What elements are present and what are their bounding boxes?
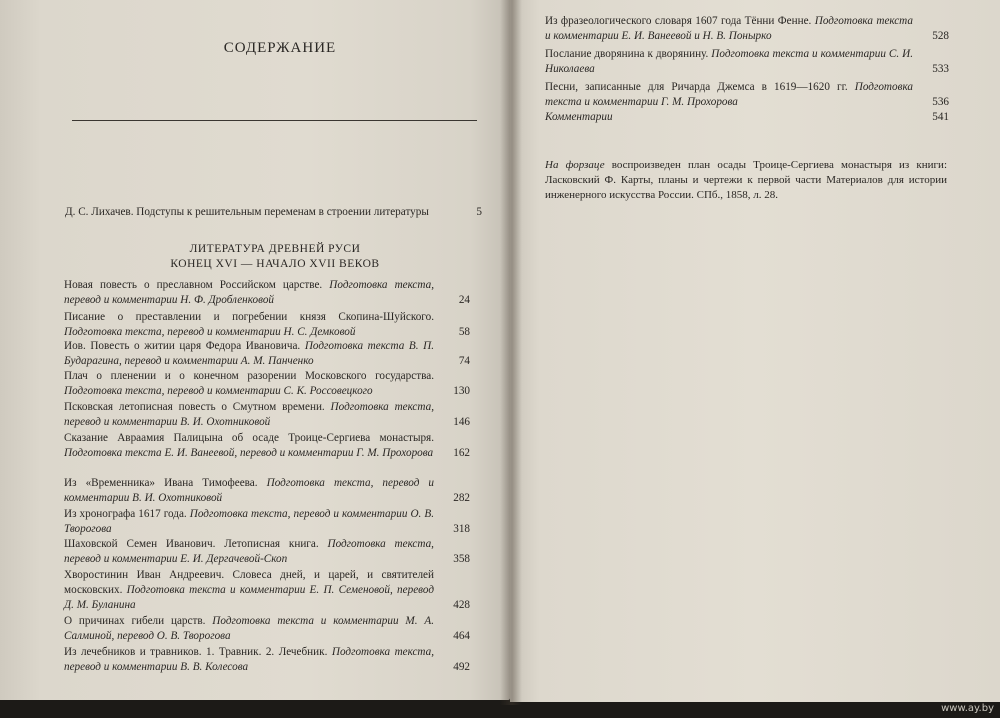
toc-entry: [64, 431, 470, 461]
entry-page: 318: [453, 523, 470, 535]
toc-entry: [545, 14, 949, 44]
entry-credit: Подготовка текста В. П. Бударагина, перевод и комментарии А. М. Панченко: [64, 340, 434, 367]
watermark: www.ay.by: [941, 703, 994, 714]
note-text: воспроизведен план осады Троице-Сергиева монастыря из книги: Ласковский Ф. Карты, планы и чертежи к первой части Материалов для истории инженерного искусства России. СПб., 1858, л. 28.: [545, 159, 948, 201]
entry-page: 358: [453, 553, 470, 565]
toc-entry: [64, 568, 470, 613]
entry-text: О причинах гибели царств.: [64, 615, 206, 627]
entry-page: 528: [932, 30, 949, 42]
contents-title: СОДЕРЖАНИЕ: [223, 40, 337, 56]
entry-credit: Подготовка текста, перевод и комментарии В. В. Колесова: [64, 646, 435, 673]
entry-credit: Подготовка текста, перевод и комментарии В. И. Охотниковой: [64, 477, 435, 504]
entry-text: Псковская летописная повесть о Смутном времени.: [64, 401, 325, 413]
entry-page: 533: [932, 63, 949, 75]
entry-page: 536: [932, 96, 949, 108]
intro-page: 5: [476, 206, 482, 218]
entry-page: 428: [453, 599, 470, 611]
toc-entry: [545, 80, 949, 110]
entry-credit: Подготовка текста Е. И. Ванеевой, перевод и комментарии Г. М. Прохорова: [64, 447, 434, 459]
intro-entry: [65, 205, 482, 220]
entry-credit: Подготовка текста и комментарии М. А. Салминой, перевод О. В. Творогова: [64, 615, 435, 642]
entry-page: 492: [453, 661, 470, 673]
endpaper-note: [545, 158, 947, 203]
entry-page: 74: [458, 355, 470, 367]
entry-text: Из хронографа 1617 года.: [64, 508, 187, 520]
entry-credit: Подготовка текста, перевод и комментарии О. В. Творогова: [64, 508, 434, 535]
entry-credit: Подготовка текста и комментарии Е. И. Ванеевой и Н. В. Понырко: [545, 15, 913, 42]
toc-entry: [64, 339, 470, 369]
entry-text: Послание дворянина к дворянину.: [545, 48, 709, 60]
entry-text: Из фразеологического словаря 1607 года Тённи Фенне.: [545, 15, 812, 27]
toc-entry: [64, 645, 470, 675]
entry-text: Хворостинин Иван Андреевич. Словеса дней, и царей, и святителей московских.: [64, 569, 434, 596]
entry-page: 130: [453, 385, 470, 397]
entry-credit: Подготовка текста, перевод и комментарии Н. Ф. Дробленковой: [64, 279, 434, 306]
entry-text: Писание о преставлении и погребении князя Скопина-Шуйского.: [64, 311, 434, 323]
entry-text: Иов. Повесть о житии царя Федора Ивановича.: [64, 340, 301, 352]
entry-text: Из лечебников и травников. 1. Травник. 2. Лечебник.: [64, 646, 328, 658]
toc-entry: [64, 614, 470, 644]
toc-entry: [64, 278, 470, 308]
entry-page: 162: [453, 447, 470, 459]
toc-entry: [64, 400, 470, 430]
entry-credit: Комментарии: [545, 111, 613, 123]
entry-text: Песни, записанные для Ричарда Джемса в 1619—1620 гг.: [545, 81, 848, 93]
entry-credit: Подготовка текста и комментарии Е. П. Семеновой, перевод Д. М. Буланина: [64, 584, 434, 611]
section-heading-1: ЛИТЕРАТУРА ДРЕВНЕЙ РУСИ: [189, 243, 361, 255]
entry-text: Шаховской Семен Иванович. Летописная книга.: [64, 538, 319, 550]
entry-page: 58: [458, 326, 470, 338]
entry-credit: Подготовка текста, перевод и комментарии С. К. Россовецкого: [64, 385, 373, 397]
entry-page: 464: [453, 630, 470, 642]
toc-entry: [545, 47, 949, 77]
entry-text: Из «Временника» Ивана Тимофеева.: [64, 477, 258, 489]
toc-entry: [64, 310, 470, 340]
entry-text: Новая повесть о преславном Российском царстве.: [64, 279, 323, 291]
toc-entry: [545, 110, 949, 125]
entry-page: 541: [932, 111, 949, 123]
section-heading-2: КОНЕЦ XVI — НАЧАЛО XVII ВЕКОВ: [170, 258, 380, 270]
book-gutter: [500, 0, 522, 705]
entry-page: 24: [458, 294, 470, 306]
entry-credit: Подготовка текста и комментарии С. И. Николаева: [545, 48, 914, 75]
entry-credit: Подготовка текста и комментарии Г. М. Прохорова: [545, 81, 913, 108]
toc-entry: [64, 507, 470, 537]
entry-page: 282: [453, 492, 470, 504]
toc-entry: [64, 369, 470, 399]
entry-text: Сказание Авраамия Палицына об осаде Троице-Сергиева монастыря.: [64, 432, 434, 444]
entry-text: Плач о пленении и о конечном разорении Московского государства.: [64, 370, 434, 382]
entry-credit: Подготовка текста, перевод и комментарии В. И. Охотниковой: [64, 401, 434, 428]
title-rule: [72, 120, 477, 121]
entry-credit: Подготовка текста, перевод и комментарии Н. С. Демковой: [64, 326, 356, 338]
toc-entry: [64, 537, 470, 567]
entry-page: 146: [453, 416, 470, 428]
note-lead: На форзаце: [545, 159, 605, 171]
toc-entry: [64, 476, 470, 506]
intro-text: Д. С. Лихачев. Подступы к решительным переменам в строении литературы: [65, 206, 429, 218]
entry-credit: Подготовка текста, перевод и комментарии Е. И. Дергачевой-Скоп: [64, 538, 434, 565]
